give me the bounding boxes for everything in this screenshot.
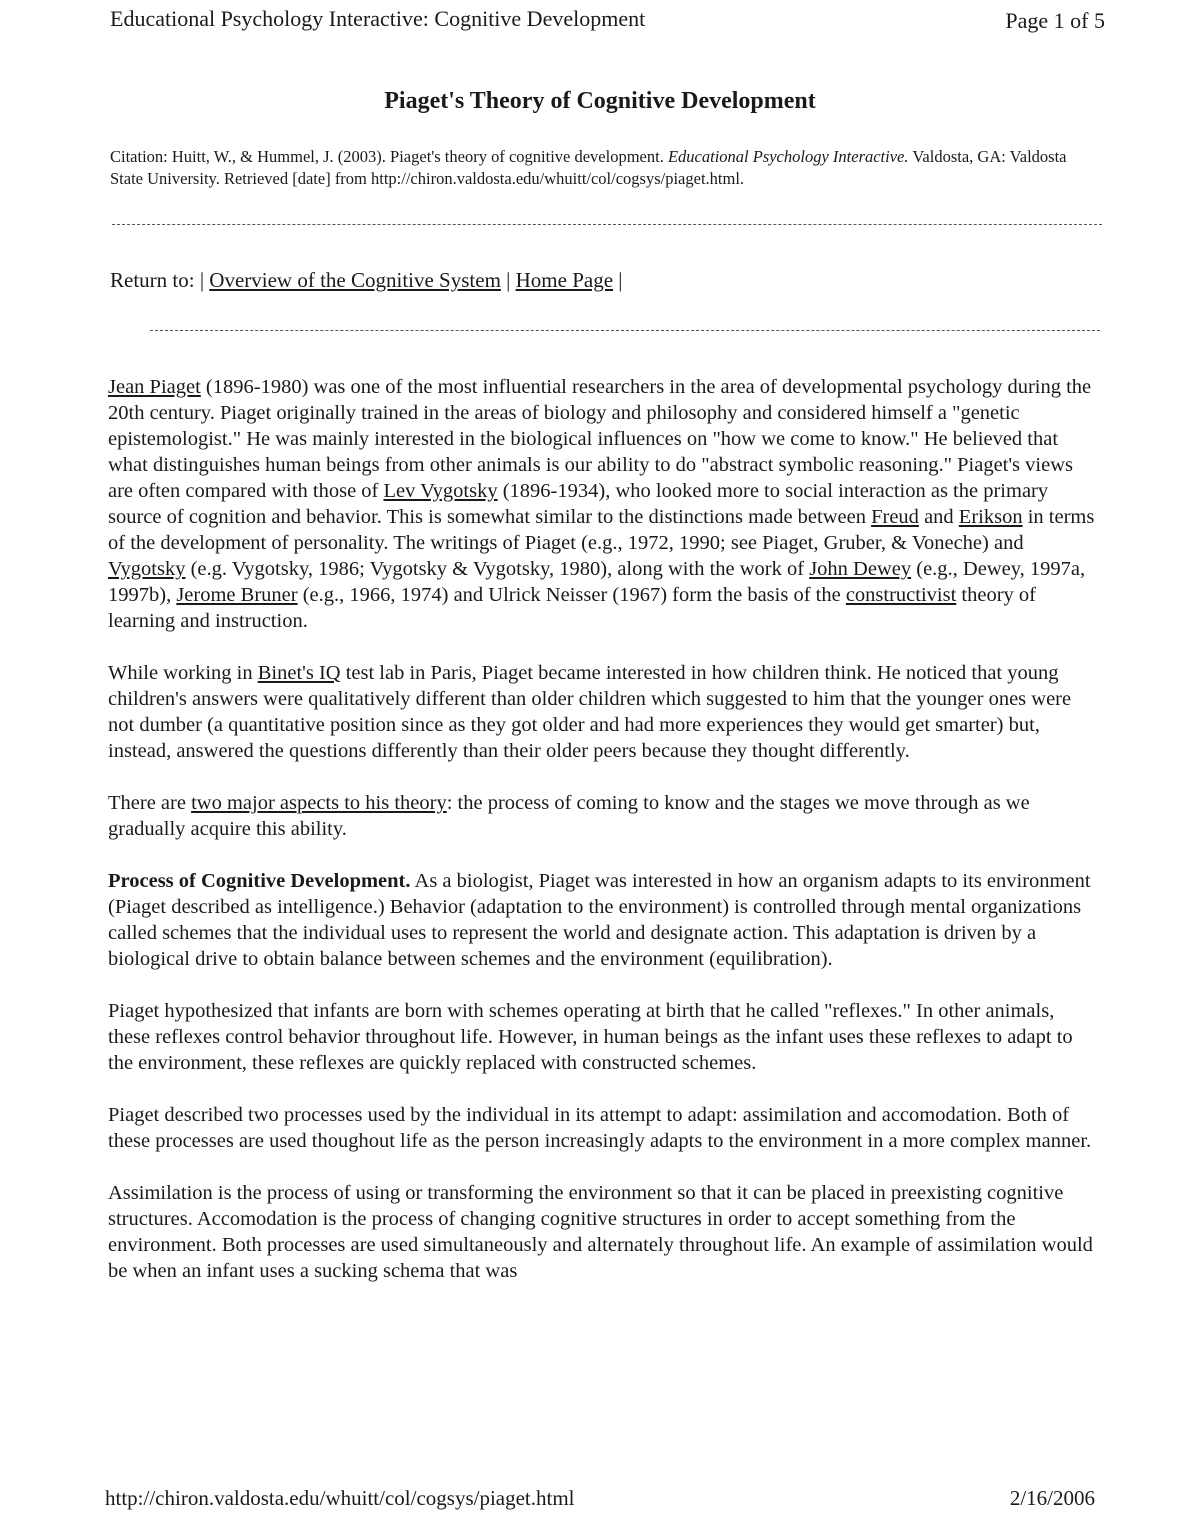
section-heading-process: Process of Cognitive Development. <box>108 870 411 892</box>
paragraph-text: theory of learning and instruction. <box>108 584 1036 632</box>
paragraph-text: (1896-1980) was one of the most influential researchers in the area of developmental psychology during the 20th century. Piaget originally trained in the areas of biology and philosophy and considered himself a "genetic epistemologist." He was mainly interested in the biological influences on "how we come to know." He believed that what distinguishes human beings from other animals is our ability to do "abstract symbolic reasoning." Piaget's views are often compared with those of <box>108 376 1092 502</box>
jerome-bruner-link[interactable]: Jerome Bruner <box>176 584 298 606</box>
freud-link[interactable]: Freud <box>871 506 919 528</box>
home-page-link[interactable]: Home Page <box>515 268 614 292</box>
lev-vygotsky-link[interactable]: Lev Vygotsky <box>383 480 498 502</box>
jean-piaget-link[interactable]: Jean Piaget <box>108 376 201 398</box>
citation-source: Valdosta, GA: Valdosta State University. Retrieved [date] from http://chiron.valdosta.edu/whuitt/col/cogsys/piaget.html. <box>110 147 1067 188</box>
return-nav <box>110 268 623 293</box>
citation-text: Citation: Huitt, W., & Hummel, J. (2003). Piaget's theory of cognitive development. <box>110 147 664 166</box>
citation-journal: Educational Psychology Interactive. <box>667 147 909 166</box>
paragraph-process <box>108 868 1100 972</box>
paragraph-text: (e.g., Dewey, 1997a, 1997b), <box>108 558 1086 606</box>
divider-bottom <box>150 330 1100 331</box>
paragraph-text: in terms of the development of personality. The writings of Piaget (e.g., 1972, 1990; see Piaget, Gruber, & Voneche) and <box>108 506 1095 554</box>
binet-iq-link[interactable]: Binet's IQ <box>257 662 341 684</box>
print-header-page-number: Page 1 of 5 <box>1005 8 1105 33</box>
nav-suffix: | <box>618 268 623 292</box>
paragraph-text: As a biologist, Piaget was interested in how an organism adapts to its environment (Piaget described as intelligence.) Behavior (adaptation to the environment) is controlled through mental organizations called schemes that the individual uses to represent the world and designate action. This adaptation is driven by a biological drive to obtain balance between schemes and the environment (equilibration). <box>108 870 1091 970</box>
paragraph-binet <box>108 660 1100 764</box>
print-header-title: Educational Psychology Interactive: Cognitive Development <box>110 6 646 31</box>
print-footer-url: http://chiron.valdosta.edu/whuitt/col/cogsys/piaget.html <box>105 1486 575 1510</box>
paragraph-text: (e.g., 1966, 1974) and Ulrick Neisser (1967) form the basis of the <box>297 584 846 606</box>
paragraph-adapt: Piaget described two processes used by the individual in its attempt to adapt: assimilation and accomodation. Both of these processes are used thoughout life as the person increasingly adapts to the environment in a more complex manner. <box>108 1104 1092 1152</box>
paragraph-text: test lab in Paris, Piaget became interested in how children think. He noticed that young children's answers were qualitatively different than older children which suggested to him that the younger ones were not dumber (a quantitative position since as they got older and had more experiences they would get smarter) but, instead, answered the questions differently than their older peers because they thought differently. <box>108 662 1072 762</box>
paragraph-intro <box>108 374 1100 634</box>
nav-prefix: Return to: | <box>110 268 205 292</box>
constructivist-link[interactable]: constructivist <box>845 584 957 606</box>
paragraph-text: : the process of coming to know and the stages we move through as we gradually acquire this ability. <box>108 792 1030 840</box>
citation <box>110 146 1100 190</box>
theory-aspects-link[interactable]: two major aspects to his theory <box>191 792 447 814</box>
paragraph-text: and <box>918 506 959 528</box>
page-title: Piaget's Theory of Cognitive Development <box>384 88 816 114</box>
john-dewey-link[interactable]: John Dewey <box>809 558 912 580</box>
article-body <box>108 374 1100 1310</box>
paragraph-text: (e.g. Vygotsky, 1986; Vygotsky & Vygotsky, 1980), along with the work of <box>185 558 810 580</box>
divider-top <box>112 224 1102 225</box>
paragraph-text: (1896-1934), who looked more to social interaction as the primary source of cognition and behavior. This is somewhat similar to the distinctions made between <box>108 480 1049 528</box>
paragraph-aspects <box>108 790 1100 842</box>
paragraph-text: There are <box>108 792 192 814</box>
print-footer-date: 2/16/2006 <box>1009 1486 1095 1510</box>
overview-link[interactable]: Overview of the Cognitive System <box>209 268 501 292</box>
vygotsky-link[interactable]: Vygotsky <box>108 558 186 580</box>
erikson-link[interactable]: Erikson <box>958 506 1023 528</box>
nav-separator: | <box>506 268 511 292</box>
paragraph-reflexes: Piaget hypothesized that infants are born with schemes operating at birth that he called "reflexes." In other animals, these reflexes control behavior throughout life. However, in human beings as the infant uses these reflexes to adapt to the environment, these reflexes are quickly replaced with constructed schemes. <box>108 1000 1073 1074</box>
paragraph-text: While working in <box>108 662 258 684</box>
paragraph-assimilation: Assimilation is the process of using or transforming the environment so that it can be placed in preexisting cognitive structures. Accomodation is the process of changing cognitive structures in order to accept something from the environment. Both processes are used simultaneously and alternately throughout life. An example of assimilation would be when an infant uses a sucking schema that was <box>108 1182 1093 1282</box>
